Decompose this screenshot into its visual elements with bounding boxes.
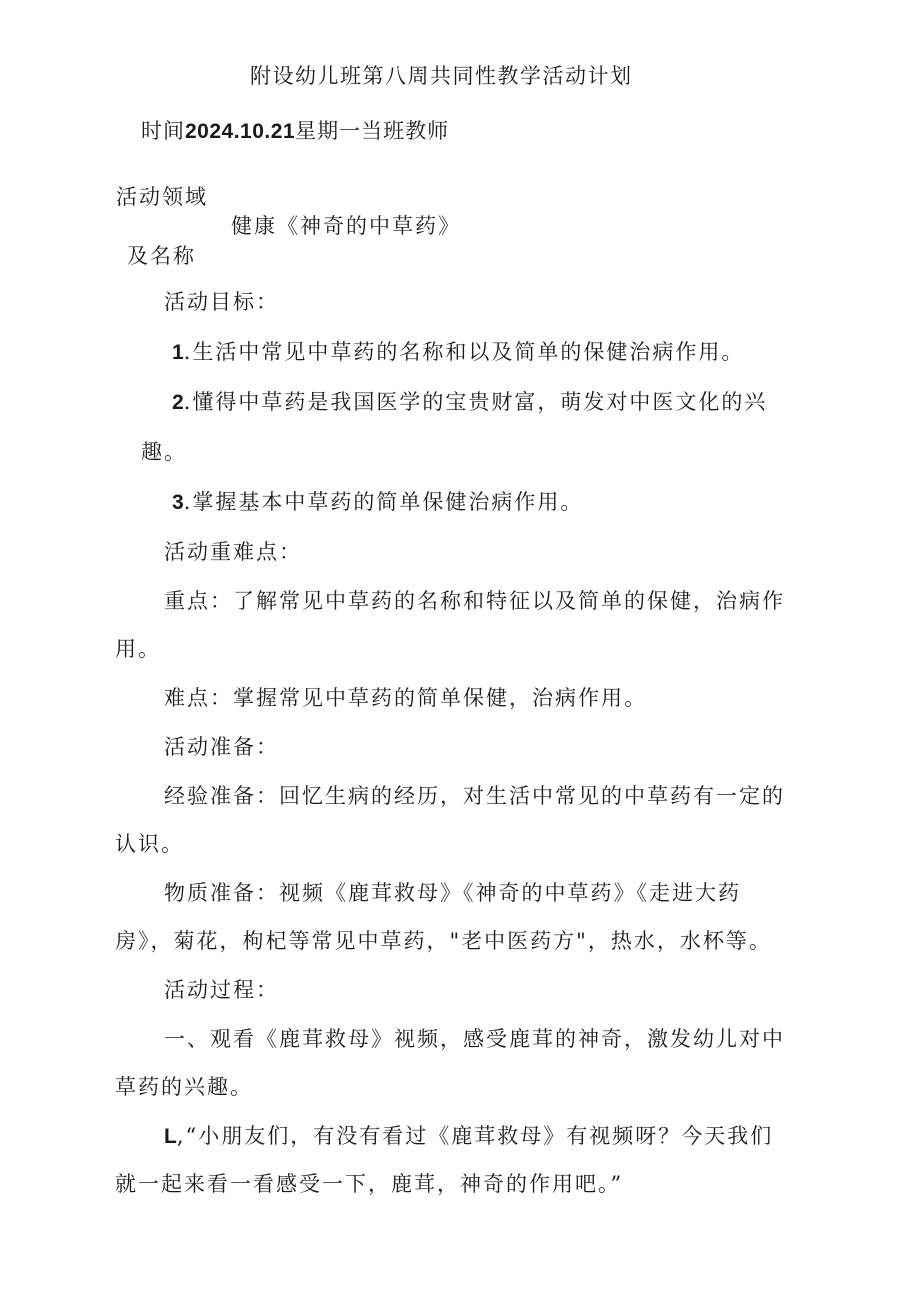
domain-value: 健康《神奇的中草药》 [231,214,461,238]
goal-2-number: 2 [172,391,184,414]
meta-suffix: 星期一当班教师 [295,119,450,143]
document-title: 附设幼儿班第八周共同性教学活动计划 [250,64,633,88]
meta-line [141,117,449,146]
goal-2 [172,388,767,417]
meta-prefix: 时间 [141,119,185,143]
quote-text: ,“小朋友们，有没有看过《鹿茸救母》有视频呀？今天我们 [176,1124,774,1148]
goal-3 [172,488,583,517]
keypoints-heading: 活动重难点： [164,540,302,564]
difficulty-point: 难点：掌握常见中草药的简单保健，治病作用。 [164,686,647,710]
quote [164,1122,773,1151]
step-1: 一、观看《鹿茸救母》视频，感受鹿茸的神奇，激发幼儿对中 [164,1027,785,1051]
goal-1 [172,338,744,367]
goal-2-continued: 趣。 [141,440,187,464]
domain-label-line-2: 及名称 [127,244,196,268]
key-point-continued: 用。 [115,637,161,661]
goals-heading: 活动目标： [164,290,279,314]
step-1-continued: 草药的兴趣。 [115,1075,253,1099]
material-prep-continued: 房》，菊花，枸杞等常见中草药，"老中医药方"，热水，水杯等。 [115,929,772,953]
experience-prep: 经验准备：回忆生病的经历，对生活中常见的中草药有一定的 [164,784,785,808]
material-prep: 物质准备：视频《鹿茸救母》《神奇的中草药》《走进大药 [164,881,741,905]
goal-2-text: .懂得中草药是我国医学的宝贵财富，萌发对中医文化的兴 [183,390,768,414]
quote-number: L [164,1125,177,1148]
experience-prep-continued: 认识。 [115,832,184,856]
meta-date: 2024.10.21 [185,120,296,143]
process-heading: 活动过程： [164,978,279,1002]
goal-3-number: 3 [172,491,184,514]
goal-1-text: .生活中常见中草药的名称和以及简单的保健治病作用。 [183,340,745,364]
domain-label-line-1: 活动领域 [116,185,208,209]
goal-3-text: .掌握基本中草药的简单保健治病作用。 [183,490,584,514]
goal-1-number: 1 [172,341,184,364]
quote-continued: 就一起来看一看感受一下，鹿茸，神奇的作用吧。” [115,1172,624,1196]
prep-heading: 活动准备： [164,735,279,759]
key-point: 重点：了解常见中草药的名称和特征以及简单的保健，治病作 [164,589,785,613]
